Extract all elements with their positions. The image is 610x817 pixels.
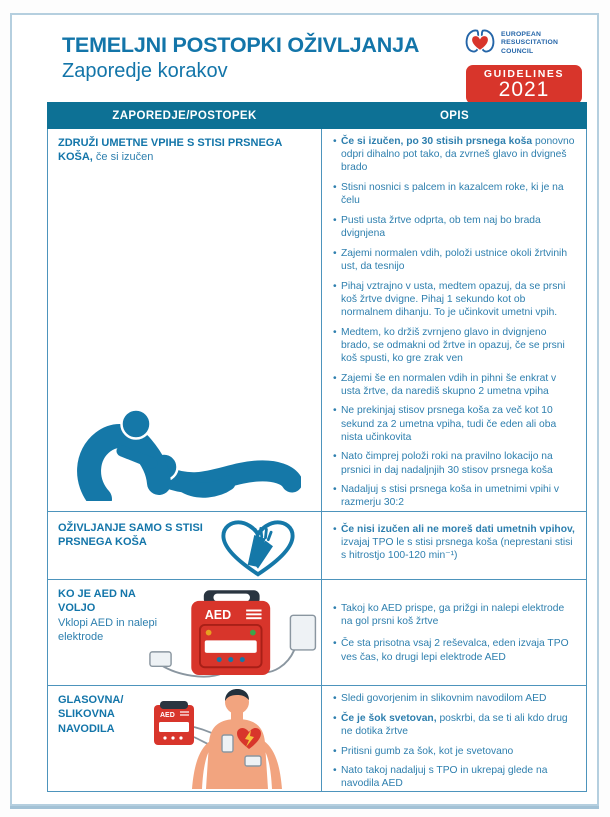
description-cell — [322, 580, 586, 685]
step-title: GLASOVNA/ SLIKOVNA NAVODILA — [58, 694, 124, 735]
erc-org-name: EUROPEAN RESUSCITATION COUNCIL — [501, 30, 559, 55]
bullet-marker: • — [333, 524, 337, 535]
step-title: OŽIVLJANJE SAMO S STISI PRSNEGA KOŠA — [58, 522, 203, 549]
bullet-marker: • — [333, 214, 337, 226]
lungs-heart-icon — [464, 25, 496, 62]
bullet-item: • Zajemi še en normalen vdih in pihni še enkrat v usta žrtve, da narediš skupno 2 umetna vpiha — [333, 372, 557, 397]
bullet-item: • Nato čimprej položi roki na pravilno lokacijo na prsnici in daj nadaljnjih 30 stisov prsnega koša — [333, 451, 553, 476]
bullet-marker: • — [333, 372, 337, 384]
bullet-marker: • — [333, 745, 337, 757]
bullet-item: • Če si izučen, po 30 stisih prsnega koša ponovno odpri dihalno pot tako, da zvrneš glavo in dvigneš brado — [333, 136, 575, 174]
bullet-marker: • — [333, 247, 337, 259]
bullet-item: • Nadaljuj s stisi prsnega koša in umetnimi vpihi v razmerju 30:2 — [333, 484, 560, 509]
description-cell — [322, 686, 586, 791]
bullet-marker: • — [333, 638, 337, 650]
bullet-item: • Nato takoj nadaljuj s TPO in ukrepaj glede na navodila AED — [333, 765, 548, 790]
heart-with-hands-icon — [216, 520, 300, 583]
bullet-list — [333, 602, 578, 664]
steps-table — [47, 102, 587, 792]
page-title: TEMELJNI POSTOPKI OŽIVLJANJA — [62, 33, 420, 57]
cpr-rescue-breaths-pictogram — [66, 409, 301, 506]
description-cell — [322, 129, 586, 511]
erc-logo — [464, 25, 586, 104]
step-cell — [48, 686, 322, 791]
bullet-marker: • — [333, 765, 337, 777]
bullet-item: • Takoj ko AED prispe, ga prižgi in nalepi elektrode na gol prsni koš žrtve — [333, 603, 565, 628]
bullet-marker: • — [333, 603, 337, 614]
bullet-item: • Medtem, ko držiš zvrnjeno glavo in dvignjeno brado, se odmakni od žrtve in opazuj, če se prsni koš spusti, ko gre zrak ven — [333, 326, 565, 364]
bullet-marker: • — [333, 280, 337, 292]
step-cell — [48, 580, 322, 685]
bullet-item: • Ne prekinjaj stisov prsnega koša za več kot 10 sekund za 2 umetna vpiha, tudi če eden ali oba nista učinkovita — [333, 405, 557, 443]
bullet-item: • Pusti usta žrtve odprta, ob tem naj bo brada dvignjena — [333, 214, 541, 240]
bullet-list — [333, 692, 578, 791]
step-cell — [48, 512, 322, 579]
bullet-item: • Stisni nosnici s palcem in kazalcem roke, ki je na čelu — [333, 182, 564, 207]
step-cell — [48, 129, 322, 511]
svg-text:AED: AED — [160, 712, 175, 719]
aed-device-with-electrode-pads-illustration — [148, 590, 326, 687]
bullet-item: • Če nisi izučen ali ne moreš dati umetnih vpihov, izvajaj TPO le s stisi prsnega koša (neprestani stisi s hitrostjo 100-120 min⁻¹) — [333, 524, 575, 562]
step-title: KO JE AED NA VOLJO Vklopi AED in nalepi elektrode — [58, 588, 158, 643]
bullet-marker: • — [333, 136, 337, 147]
table-row-compressions-only — [47, 512, 587, 580]
bullet-item: • Če je šok svetovan, poskrbi, da se ti ali kdo drug ne dotika žrtve — [333, 712, 568, 737]
bullet-marker: • — [333, 326, 337, 338]
column-header-step: ZAPOREDJE/POSTOPEK — [112, 109, 257, 122]
bullet-item: • Pritisni gumb za šok, kot je svetovano — [333, 745, 514, 757]
bullet-marker: • — [333, 182, 337, 194]
guidelines-2021-badge: GUIDELINES 2021 — [466, 65, 582, 104]
page-subtitle: Zaporedje korakov — [62, 60, 228, 82]
person-with-aed-electrodes-illustration — [148, 689, 316, 794]
column-header-description: OPIS — [439, 109, 470, 122]
bullet-marker: • — [333, 451, 337, 463]
table-row-combine-breaths-compressions — [47, 129, 587, 512]
table-header-bar — [47, 102, 587, 129]
bullet-item: • Zajemi normalen vdih, položi ustnice okoli žrtvinih ust, da tesnijo — [333, 247, 568, 272]
bullet-list — [333, 135, 578, 510]
description-cell — [322, 512, 586, 579]
step-title: ZDRUŽI UMETNE VPIHE S STISI PRSNEGA KOŠA, če si izučen — [58, 137, 282, 164]
bullet-marker: • — [333, 405, 337, 417]
bullet-item: • Sledi govorjenim in slikovnim navodilom AED — [333, 693, 547, 704]
bullet-marker: • — [333, 693, 337, 704]
bullet-list — [333, 523, 578, 563]
table-row-voice-visual-prompts — [47, 686, 587, 792]
svg-text:AED: AED — [204, 608, 232, 623]
bullet-item: • Pihaj vztrajno v usta, medtem opazuj, da se prsni koš žrtve dvigne. Pihaj 1 sekundo kot ob normalnem dihanju. To je učinkovit umetni vpih. — [333, 280, 566, 318]
bullet-marker: • — [333, 484, 337, 496]
table-row-aed-available — [47, 580, 587, 686]
bullet-item: • Če sta prisotna vsaj 2 reševalca, eden izvaja TPO ves čas, ko drugi lepi elektrode AED — [333, 638, 569, 663]
bullet-marker: • — [333, 712, 337, 724]
poster-sheet — [10, 13, 599, 806]
